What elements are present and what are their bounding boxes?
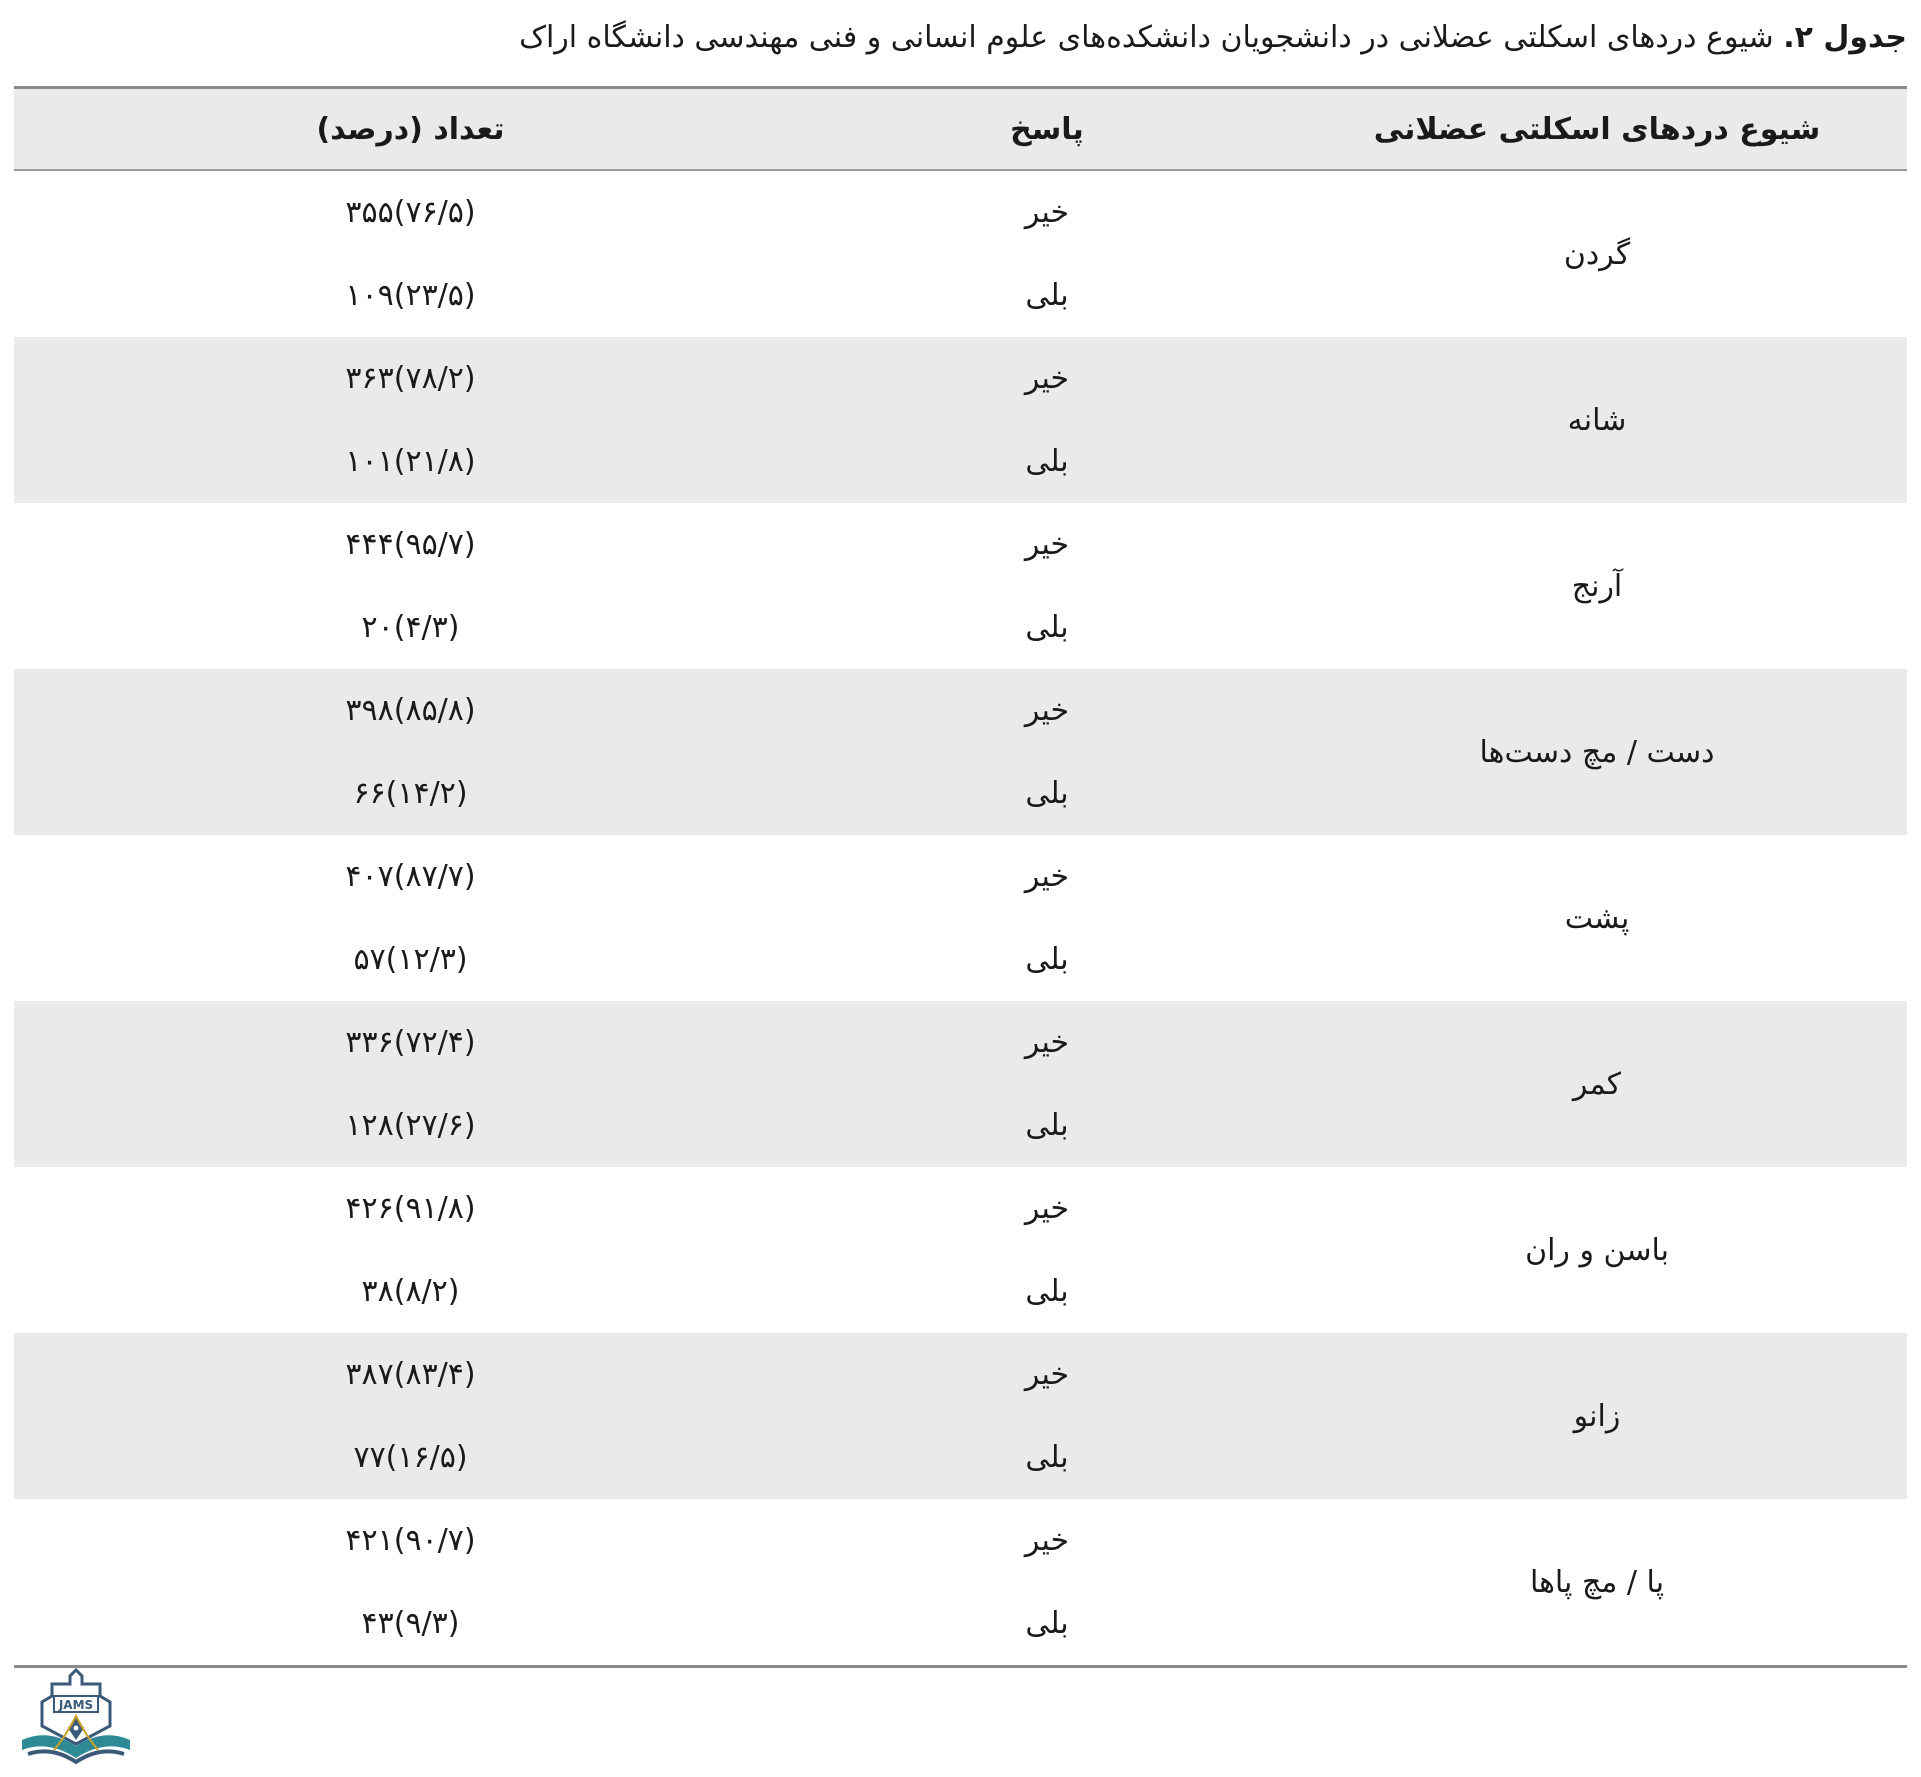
count-cell xyxy=(14,503,807,669)
site-cell: زانو xyxy=(1573,1398,1621,1434)
response-cell xyxy=(807,1167,1287,1333)
table-row-group xyxy=(14,337,1907,503)
response-yes: بلی xyxy=(1025,610,1069,645)
count-no: ۴۰۷(۸۷/۷) xyxy=(345,859,476,894)
jams-logo xyxy=(14,1666,138,1770)
response-no: خیر xyxy=(1024,527,1070,562)
count-no: ۳۶۳(۷۸/۲) xyxy=(345,361,476,396)
response-no: خیر xyxy=(1024,1025,1070,1060)
response-no: خیر xyxy=(1024,1357,1070,1392)
count-cell xyxy=(14,669,807,835)
response-no: خیر xyxy=(1024,693,1070,728)
table-row-group xyxy=(14,1333,1907,1499)
response-no: خیر xyxy=(1024,195,1070,230)
response-yes: بلی xyxy=(1025,1274,1069,1309)
response-yes: بلی xyxy=(1025,776,1069,811)
count-cell xyxy=(14,835,807,1001)
count-no: ۳۳۶(۷۲/۴) xyxy=(345,1025,476,1060)
site-cell: شانه xyxy=(1567,402,1627,438)
header-response: پاسخ xyxy=(1010,111,1084,147)
count-no: ۳۸۷(۸۳/۴) xyxy=(345,1357,476,1392)
table-caption xyxy=(14,14,1907,62)
count-cell xyxy=(14,1333,807,1499)
table-row-group xyxy=(14,1001,1907,1167)
prevalence-table xyxy=(14,86,1907,1668)
site-cell: پا / مچ پاها xyxy=(1529,1564,1665,1600)
response-yes: بلی xyxy=(1025,1108,1069,1143)
table-body xyxy=(14,171,1907,1665)
table-number: جدول ۲. xyxy=(1783,20,1907,55)
table-row-group xyxy=(14,171,1907,337)
site-cell: آرنج xyxy=(1571,568,1623,604)
site-cell: باسن و ران xyxy=(1525,1232,1669,1268)
response-yes: بلی xyxy=(1025,1606,1069,1641)
count-no: ۳۵۵(۷۶/۵) xyxy=(345,195,476,230)
response-yes: بلی xyxy=(1025,942,1069,977)
count-yes: ۲۰(۴/۳) xyxy=(361,610,460,645)
response-yes: بلی xyxy=(1025,1440,1069,1475)
table-row-group xyxy=(14,503,1907,669)
response-no: خیر xyxy=(1024,859,1070,894)
site-cell: کمر xyxy=(1572,1066,1622,1102)
response-no: خیر xyxy=(1024,1191,1070,1226)
table-row-group xyxy=(14,1167,1907,1333)
count-yes: ۴۳(۹/۳) xyxy=(361,1606,460,1641)
response-cell xyxy=(807,1001,1287,1167)
table-row-group xyxy=(14,1499,1907,1665)
response-cell xyxy=(807,171,1287,337)
table-row-group xyxy=(14,835,1907,1001)
count-cell xyxy=(14,337,807,503)
count-yes: ۷۷(۱۶/۵) xyxy=(353,1440,468,1475)
response-yes: بلی xyxy=(1025,444,1069,479)
count-yes: ۶۶(۱۴/۲) xyxy=(353,776,468,811)
response-no: خیر xyxy=(1024,361,1070,396)
response-cell xyxy=(807,835,1287,1001)
response-cell xyxy=(807,669,1287,835)
site-cell: گردن xyxy=(1563,236,1631,272)
count-yes: ۱۰۹(۲۳/۵) xyxy=(345,278,476,313)
count-yes: ۳۸(۸/۲) xyxy=(361,1274,460,1309)
response-cell xyxy=(807,337,1287,503)
count-no: ۴۲۶(۹۱/۸) xyxy=(345,1191,476,1226)
count-yes: ۱۰۱(۲۱/۸) xyxy=(345,444,476,479)
count-cell xyxy=(14,1499,807,1665)
count-no: ۴۲۱(۹۰/۷) xyxy=(345,1523,476,1558)
count-cell xyxy=(14,1167,807,1333)
count-yes: ۵۷(۱۲/۳) xyxy=(353,942,468,977)
response-yes: بلی xyxy=(1025,278,1069,313)
response-cell xyxy=(807,1499,1287,1665)
site-cell: دست / مچ دست‌ها xyxy=(1479,734,1715,770)
count-no: ۴۴۴(۹۵/۷) xyxy=(345,527,476,562)
header-site: شیوع دردهای اسکلتی عضلانی xyxy=(1373,111,1821,147)
table-title: شیوع دردهای اسکلتی عضلانی در دانشجویان دانشکده‌های علوم انسانی و فنی مهندسی دانشگاه اراک xyxy=(519,20,1774,55)
response-cell xyxy=(807,1333,1287,1499)
table-row-group xyxy=(14,669,1907,835)
header-count: تعداد (درصد) xyxy=(316,111,505,147)
table-header-row xyxy=(14,89,1907,171)
response-cell xyxy=(807,503,1287,669)
logo-text: JAMS xyxy=(58,1698,94,1712)
count-no: ۳۹۸(۸۵/۸) xyxy=(345,693,476,728)
count-cell xyxy=(14,1001,807,1167)
count-yes: ۱۲۸(۲۷/۶) xyxy=(345,1108,476,1143)
site-cell: پشت xyxy=(1564,900,1630,936)
response-no: خیر xyxy=(1024,1523,1070,1558)
count-cell xyxy=(14,171,807,337)
